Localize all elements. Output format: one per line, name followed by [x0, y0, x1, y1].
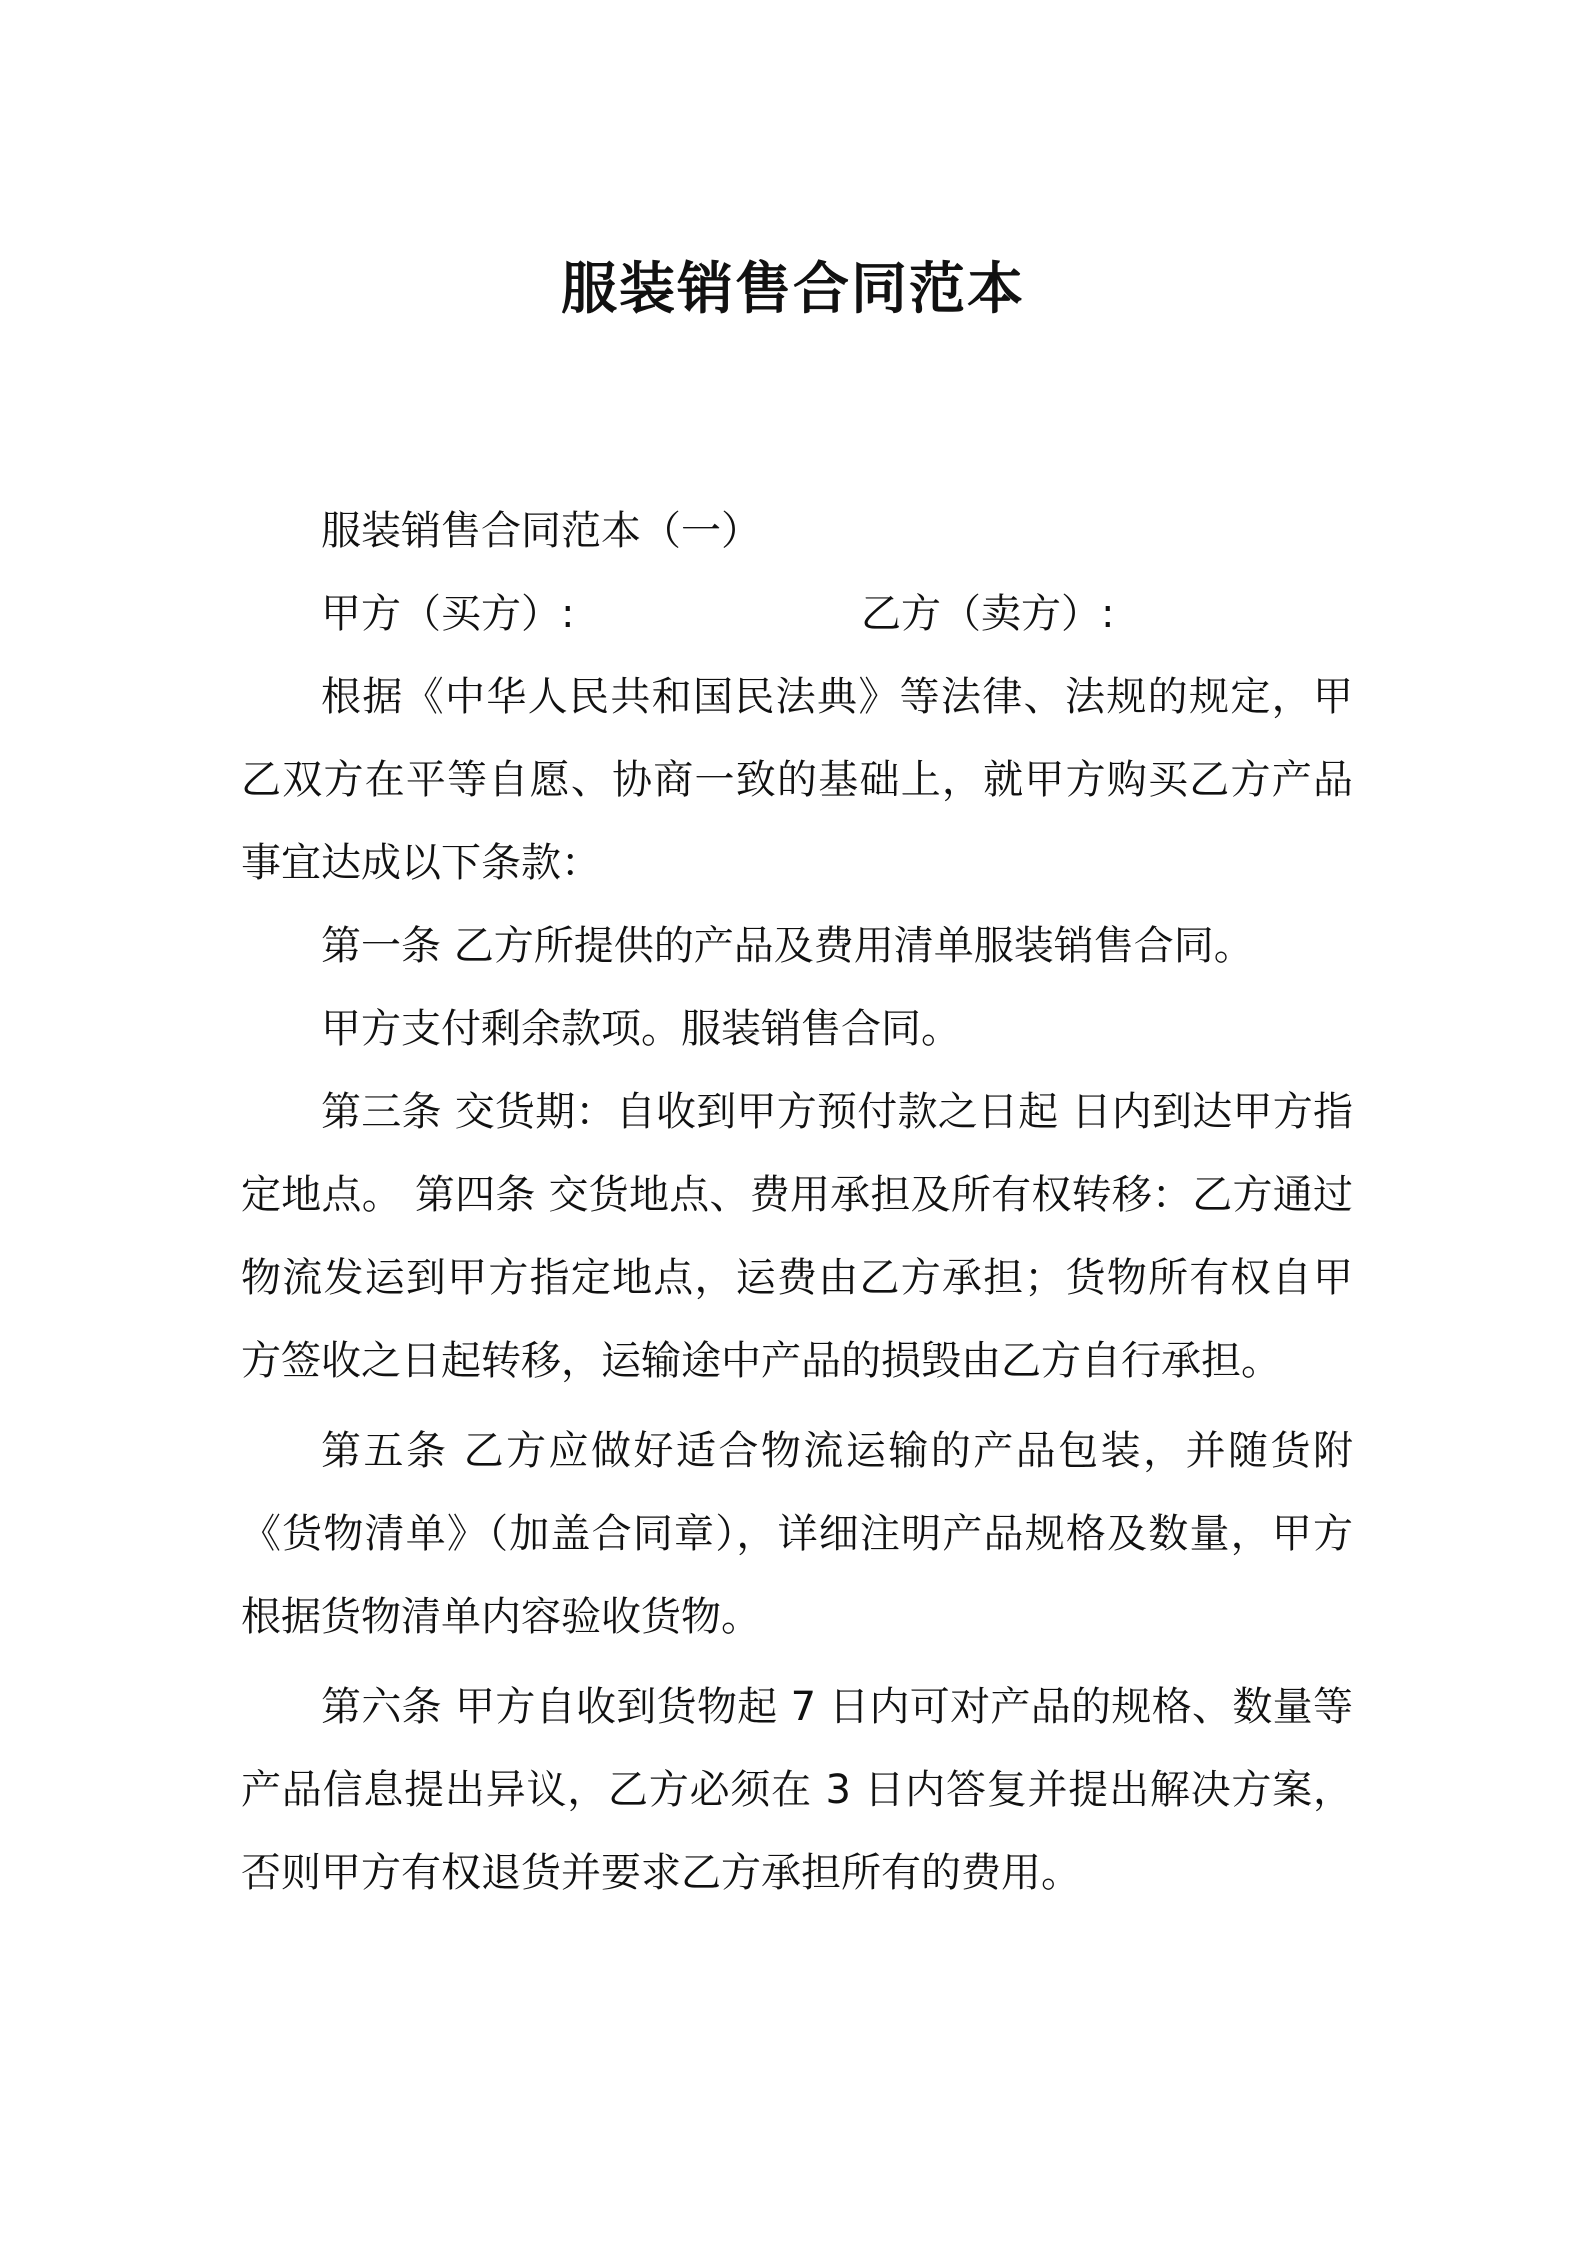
paragraph-article-5: 第五条 乙方应做好适合物流运输的产品包装，并随货附《货物清单》（加盖合同章），详细注明产品规格及数量，甲方根据货物清单内容验收货物。: [241, 1428, 1353, 1640]
paragraph-preamble: 根据《中华人民共和国民法典》等法律、法规的规定，甲乙双方在平等自愿、协商一致的基础上，就甲方购买乙方产品事宜达成以下条款：: [241, 674, 1353, 886]
paragraph-payment: 甲方支付剩余款项。服装销售合同。: [321, 1006, 961, 1052]
paragraph-article-6: 第六条 甲方自收到货物起 7 日内可对产品的规格、数量等产品信息提出异议，乙方必须在 3 日内答复并提出解决方案，否则甲方有权退货并要求乙方承担所有的费用。: [241, 1684, 1353, 1896]
party-a-label: 甲方（买方）:: [321, 591, 575, 637]
document-body: [241, 490, 1353, 1915]
paragraph-article-1: 第一条 乙方所提供的产品及费用清单服装销售合同。: [321, 923, 1254, 969]
document-subtitle: 服装销售合同范本（一）: [321, 508, 761, 554]
party-b-label: 乙方（卖方）:: [861, 591, 1115, 637]
document-title: 服装销售合同范本: [561, 257, 1025, 322]
paragraph-article-3-4: 第三条 交货期：自收到甲方预付款之日起 日内到达甲方指定地点。 第四条 交货地点、费用承担及所有权转移：乙方通过物流发运到甲方指定地点，运费由乙方承担；货物所有权自甲方签收之日起转移，运输途中产品的损毁由乙方自行承担。: [241, 1089, 1353, 1384]
parties-line: [241, 573, 1353, 656]
